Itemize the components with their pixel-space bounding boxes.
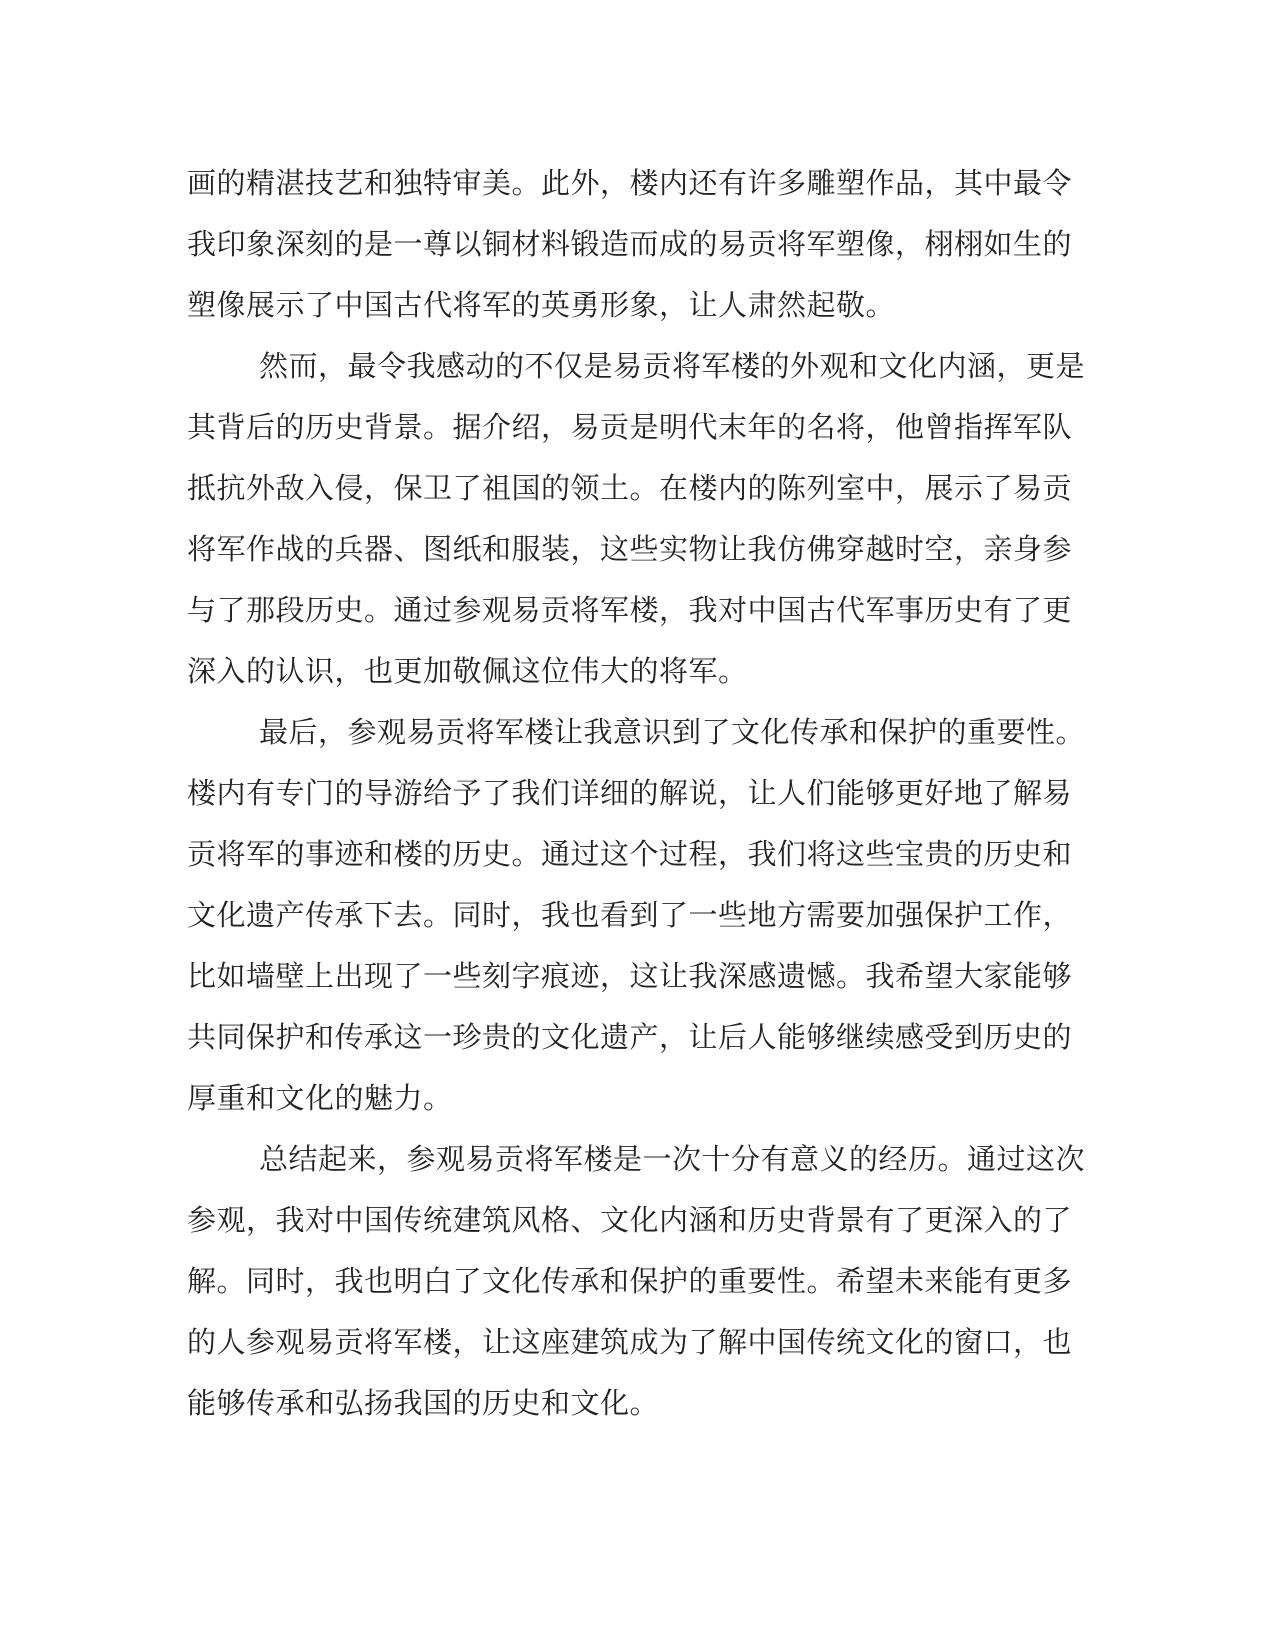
text-line: 共同保护和传承这一珍贵的文化遗产，让后人能够继续感受到历史的 xyxy=(187,1020,1073,1054)
text-line: 的人参观易贡将军楼，让这座建筑成为了解中国传统文化的窗口，也 xyxy=(187,1325,1073,1359)
text-line: 能够传承和弘扬我国的历史和文化。 xyxy=(187,1386,660,1420)
body-text xyxy=(187,153,1087,1434)
text-line: 其背后的历史背景。据介绍，易贡是明代末年的名将，他曾指挥军队 xyxy=(187,410,1073,444)
text-line: 文化遗产传承下去。同时，我也看到了一些地方需要加强保护工作， xyxy=(187,898,1073,932)
paragraph-first-line: 最后，参观易贡将军楼让我意识到了文化传承和保护的重要性。 xyxy=(259,715,1086,749)
text-line: 楼内有专门的导游给予了我们详细的解说，让人们能够更好地了解易 xyxy=(187,776,1073,810)
text-line: 参观，我对中国传统建筑风格、文化内涵和历史背景有了更深入的了 xyxy=(187,1203,1073,1237)
text-line: 厚重和文化的魅力。 xyxy=(187,1081,453,1115)
text-line: 塑像展示了中国古代将军的英勇形象，让人肃然起敬。 xyxy=(187,288,896,322)
text-line: 与了那段历史。通过参观易贡将军楼，我对中国古代军事历史有了更 xyxy=(187,593,1073,627)
paragraph-first-line: 然而，最令我感动的不仅是易贡将军楼的外观和文化内涵，更是 xyxy=(259,349,1086,383)
text-line: 解。同时，我也明白了文化传承和保护的重要性。希望未来能有更多 xyxy=(187,1264,1073,1298)
text-line: 我印象深刻的是一尊以铜材料锻造而成的易贡将军塑像，栩栩如生的 xyxy=(187,227,1073,261)
text-line: 抵抗外敌入侵，保卫了祖国的领土。在楼内的陈列室中，展示了易贡 xyxy=(187,471,1073,505)
text-line: 比如墙壁上出现了一些刻字痕迹，这让我深感遗憾。我希望大家能够 xyxy=(187,959,1073,993)
text-line: 贡将军的事迹和楼的历史。通过这个过程，我们将这些宝贵的历史和 xyxy=(187,837,1073,871)
text-line: 画的精湛技艺和独特审美。此外，楼内还有许多雕塑作品，其中最令 xyxy=(187,166,1073,200)
text-line: 深入的认识，也更加敬佩这位伟大的将军。 xyxy=(187,654,748,688)
paragraph-first-line: 总结起来，参观易贡将军楼是一次十分有意义的经历。通过这次 xyxy=(259,1142,1086,1176)
text-line: 将军作战的兵器、图纸和服装，这些实物让我仿佛穿越时空，亲身参 xyxy=(187,532,1073,566)
